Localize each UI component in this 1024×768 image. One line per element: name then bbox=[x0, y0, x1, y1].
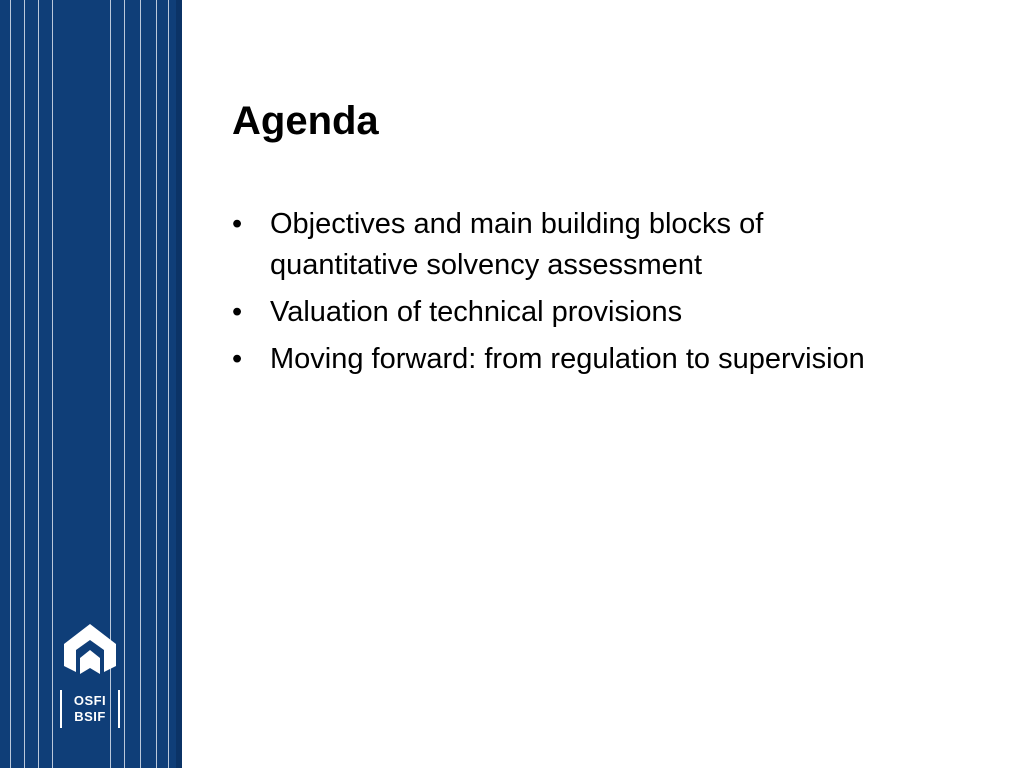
sidebar-band bbox=[0, 0, 182, 768]
list-item-text: Valuation of technical provisions bbox=[270, 296, 683, 328]
sidebar-stripe bbox=[10, 0, 11, 768]
osfi-logo bbox=[56, 620, 124, 732]
list-item bbox=[230, 204, 910, 286]
list-item-text: Moving forward: from regulation to supervision bbox=[270, 343, 865, 375]
bullet-marker: • bbox=[232, 208, 243, 240]
logo-line-osfi: OSFI bbox=[73, 693, 107, 708]
agenda-list bbox=[230, 204, 910, 386]
sidebar-stripe bbox=[168, 0, 169, 768]
list-item-text: Objectives and main building blocks of quantitative solvency assessment bbox=[270, 208, 764, 281]
sidebar-stripe bbox=[38, 0, 39, 768]
bullet-marker: • bbox=[232, 343, 243, 375]
sidebar-stripe bbox=[140, 0, 141, 768]
sidebar-stripe bbox=[156, 0, 157, 768]
sidebar-stripe bbox=[24, 0, 25, 768]
sidebar-stripe bbox=[124, 0, 125, 768]
sidebar-stripe bbox=[52, 0, 53, 768]
sidebar-edge bbox=[176, 0, 182, 768]
list-item bbox=[230, 339, 910, 380]
osfi-chevron-logo-icon bbox=[60, 620, 120, 680]
logo-wordmark bbox=[60, 690, 120, 728]
bullet-marker: • bbox=[232, 296, 243, 328]
logo-line-bsif: BSIF bbox=[74, 709, 106, 724]
list-item bbox=[230, 292, 910, 333]
slide-title: Agenda bbox=[232, 99, 379, 143]
